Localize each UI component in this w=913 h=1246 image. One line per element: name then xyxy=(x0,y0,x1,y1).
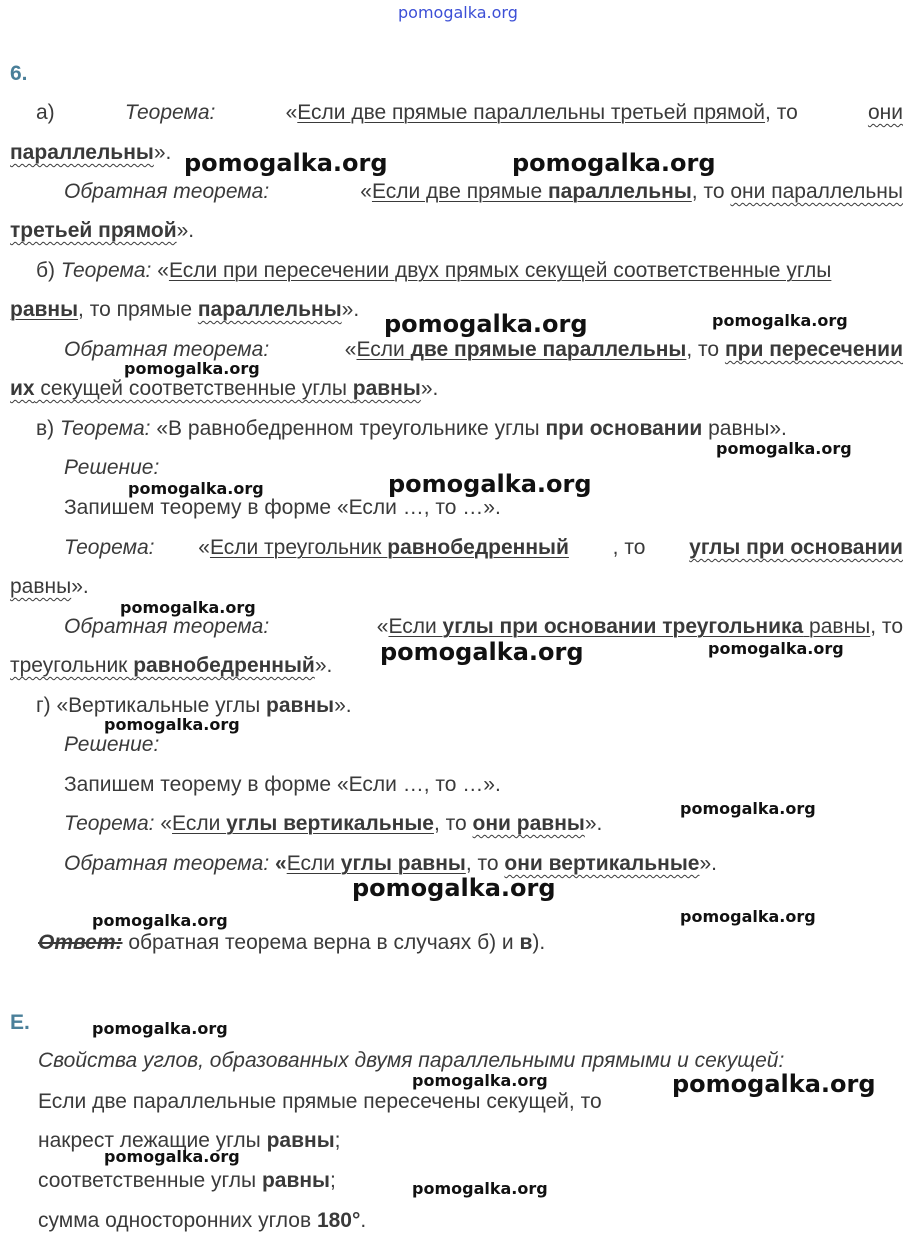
watermark: pomogalka.org xyxy=(716,439,852,458)
watermark: pomogalka.org xyxy=(680,799,816,818)
item-v-converse-line1: Обратная теорема: «Если углы при основании треугольника равны, то xyxy=(64,615,903,638)
item-g-form-text: Запишем теорему в форме «Если …, то …». xyxy=(64,773,501,796)
watermark: pomogalka.org xyxy=(384,310,588,338)
watermark: pomogalka.org xyxy=(120,598,256,617)
header-watermark: pomogalka.org xyxy=(398,3,518,22)
watermark: pomogalka.org xyxy=(672,1070,876,1098)
item-v-theorem2-line2: равны». xyxy=(10,575,89,598)
watermark: pomogalka.org xyxy=(104,1147,240,1166)
watermark: pomogalka.org xyxy=(104,715,240,734)
watermark: pomogalka.org xyxy=(124,359,260,378)
item-g-statement: г) «Вертикальные углы равны». xyxy=(36,694,352,717)
item-b-converse-line1: Обратная теорема: «Если две прямые параллельны, то при пересечении xyxy=(64,338,903,361)
task-e-property-1: накрест лежащие углы равны; xyxy=(38,1129,341,1152)
task-e-property-2: соответственные углы равны; xyxy=(38,1169,336,1192)
item-b-converse-line2: их секущей соответственные углы равны». xyxy=(10,377,439,400)
watermark: pomogalka.org xyxy=(412,1179,548,1198)
item-a-letter: а) xyxy=(36,101,55,124)
item-a-theorem-line1 xyxy=(36,101,903,125)
item-v-form-text: Запишем теорему в форме «Если …, то …». xyxy=(64,496,501,519)
item-v-converse-line2: треугольник равнобедренный». xyxy=(10,654,333,677)
solution-label: Решение: xyxy=(64,456,160,479)
watermark: pomogalka.org xyxy=(388,470,592,498)
item-a-converse-line2: третьей прямой». xyxy=(10,219,195,242)
item-v-theorem2-line1: Теорема: «Если треугольник равнобедренный , то углы при основании xyxy=(64,536,903,559)
watermark: pomogalka.org xyxy=(92,1019,228,1038)
converse-label: Обратная теорема: xyxy=(64,338,270,361)
watermark: pomogalka.org xyxy=(380,638,584,666)
watermark: pomogalka.org xyxy=(680,907,816,926)
watermark: pomogalka.org xyxy=(128,479,264,498)
task-e-intro: Если две параллельные прямые пересечены секущей, то xyxy=(38,1090,602,1113)
theorem-label: Теорема: xyxy=(124,101,216,124)
answer-line: Ответ: обратная теорема верна в случаях б) и в). xyxy=(38,931,546,954)
solution-label: Решение: xyxy=(64,733,160,756)
task-e-letter: Е. xyxy=(10,1011,30,1034)
task-number: 6. xyxy=(10,62,28,85)
watermark: pomogalka.org xyxy=(708,639,844,658)
watermark: pomogalka.org xyxy=(712,311,848,330)
item-g-converse: Обратная теорема: «Если углы равны, то они вертикальные». xyxy=(64,852,717,875)
task-e-title: Свойства углов, образованных двумя параллельными прямыми и секущей: xyxy=(38,1049,785,1072)
watermark: pomogalka.org xyxy=(352,874,556,902)
item-b-theorem-line1: б) Теорема: «Если при пересечении двух прямых секущей соответственные углы xyxy=(36,259,832,282)
watermark: pomogalka.org xyxy=(92,911,228,930)
answer-label: Ответ: xyxy=(38,931,123,954)
converse-label: Обратная теорема: xyxy=(64,180,270,203)
item-a-converse-line1: Обратная теорема: «Если две прямые параллельны, то они параллельны xyxy=(64,180,903,203)
item-a-conclusion-1: они xyxy=(867,101,903,124)
item-a-condition: «Если две прямые параллельны третьей прямой, то xyxy=(285,101,798,124)
watermark: pomogalka.org xyxy=(512,149,716,177)
item-a-theorem-line2: параллельны». xyxy=(10,141,172,164)
item-g-theorem: Теорема: «Если углы вертикальные, то они равны». xyxy=(64,812,603,835)
watermark: pomogalka.org xyxy=(412,1071,548,1090)
item-v-theorem: в) Теорема: «В равнобедренном треугольнике углы при основании равны». xyxy=(36,417,787,440)
item-b-theorem-line2: равны, то прямые параллельны». xyxy=(10,298,360,321)
watermark: pomogalka.org xyxy=(184,149,388,177)
task-e-property-3: сумма односторонних углов 180°. xyxy=(38,1209,367,1232)
